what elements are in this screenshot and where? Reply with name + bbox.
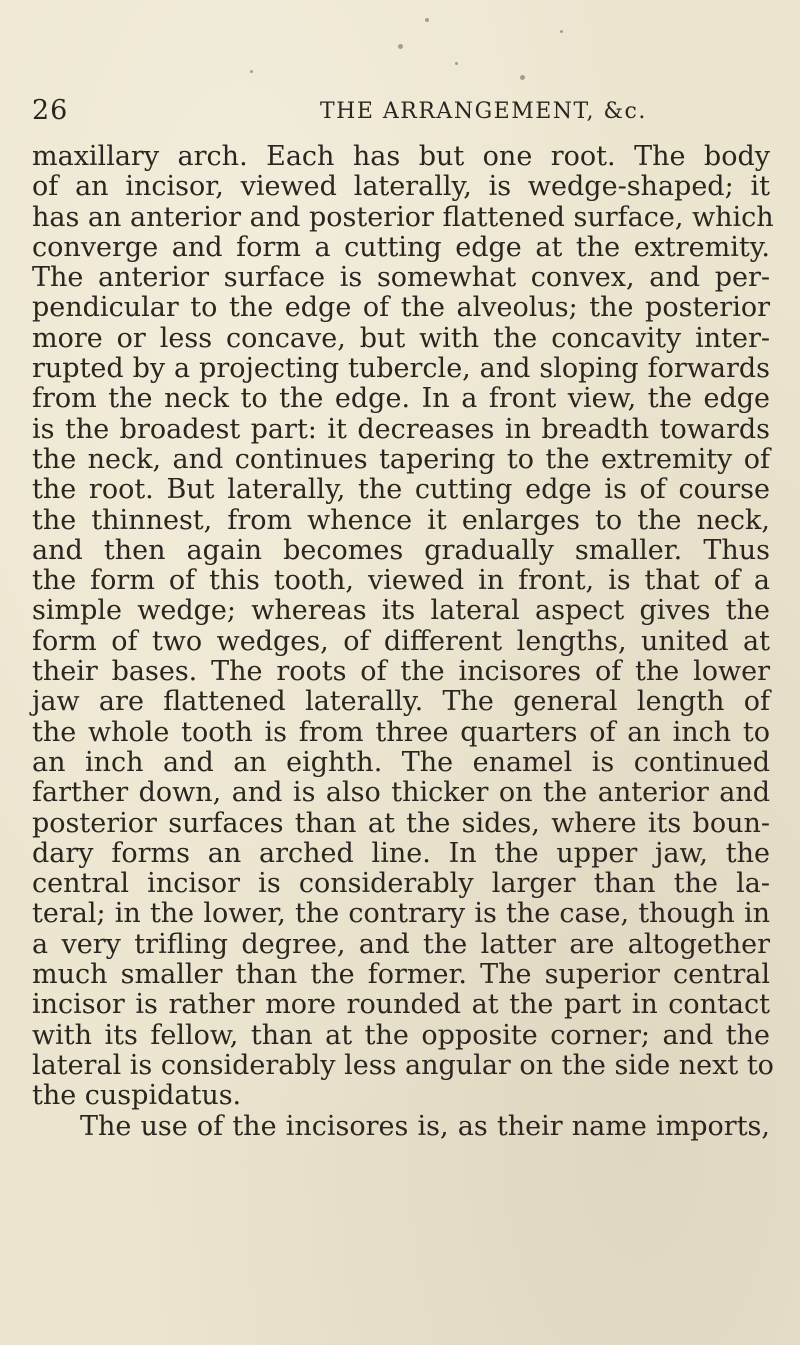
text-line: of an incisor, viewed laterally, is wedge-shaped; it xyxy=(32,171,770,203)
text-line: dary forms an arched line. In the upper jaw, the xyxy=(32,837,770,869)
text-line: form of two wedges, of different lengths, united at xyxy=(32,625,770,657)
text-line: has an anterior and posterior flattened surface, which xyxy=(32,201,774,233)
text-line: an inch and an eighth. The enamel is continued xyxy=(32,746,770,778)
text-line: and then again becomes gradually smaller. Thus xyxy=(32,534,770,566)
text-line: rupted by a projecting tubercle, and sloping forwards xyxy=(32,353,770,385)
running-title: THE ARRANGEMENT, &c. xyxy=(320,99,647,124)
text-line: pendicular to the edge of the alveolus; the posterior xyxy=(32,292,770,324)
text-line: teral; in the lower, the contrary is the case, though in xyxy=(32,898,770,930)
paper-speck xyxy=(398,44,403,49)
text-line: their bases. The roots of the incisores of the lower xyxy=(32,656,770,688)
text-line: farther down, and is also thicker on the anterior and xyxy=(32,777,770,809)
text-line: lateral is considerably less angular on the side next to xyxy=(32,1049,774,1081)
text-line: much smaller than the former. The superior central xyxy=(32,959,770,991)
text-line: The anterior surface is somewhat convex, and per- xyxy=(32,262,770,294)
text-line: the thinnest, from whence it enlarges to the neck, xyxy=(32,504,770,536)
text-line: central incisor is considerably larger than the la- xyxy=(32,868,770,900)
paper-speck xyxy=(250,70,253,73)
paper-speck xyxy=(455,62,458,65)
text-line: the neck, and continues tapering to the extremity of xyxy=(32,443,770,475)
text-line: jaw are flattened laterally. The general length of xyxy=(32,686,770,718)
text-line: maxillary arch. Each has but one root. The body xyxy=(32,141,770,172)
text-line: posterior surfaces than at the sides, where its boun- xyxy=(32,807,770,839)
text-line: the form of this tooth, viewed in front, is that of a xyxy=(32,565,770,597)
text-line: incisor is rather more rounded at the part in contact xyxy=(32,989,770,1021)
text-line: converge and form a cutting edge at the extremity. xyxy=(32,231,770,263)
text-line: the root. But laterally, the cutting edge is of course xyxy=(32,474,770,506)
running-head xyxy=(32,95,768,135)
page-number: 26 xyxy=(32,95,69,126)
text-line: a very trifling degree, and the latter are altogether xyxy=(32,928,770,960)
text-line: simple wedge; whereas its lateral aspect gives the xyxy=(32,595,770,627)
body-text xyxy=(32,141,774,1142)
paper-speck xyxy=(520,75,525,80)
text-line: the whole tooth is from three quarters of an inch to xyxy=(32,716,770,748)
text-line: more or less concave, but with the concavity inter- xyxy=(32,322,770,354)
text-line: The use of the incisores is, as their name imports, xyxy=(80,1110,770,1142)
text-line: is the broadest part: it decreases in breadth towards xyxy=(32,413,770,445)
paper-speck xyxy=(560,30,563,33)
text-line: the cuspidatus. xyxy=(32,1080,242,1112)
text-line: from the neck to the edge. In a front view, the edge xyxy=(32,383,770,415)
paper-speck xyxy=(425,18,429,22)
text-line: with its fellow, than at the opposite corner; and the xyxy=(32,1019,770,1051)
